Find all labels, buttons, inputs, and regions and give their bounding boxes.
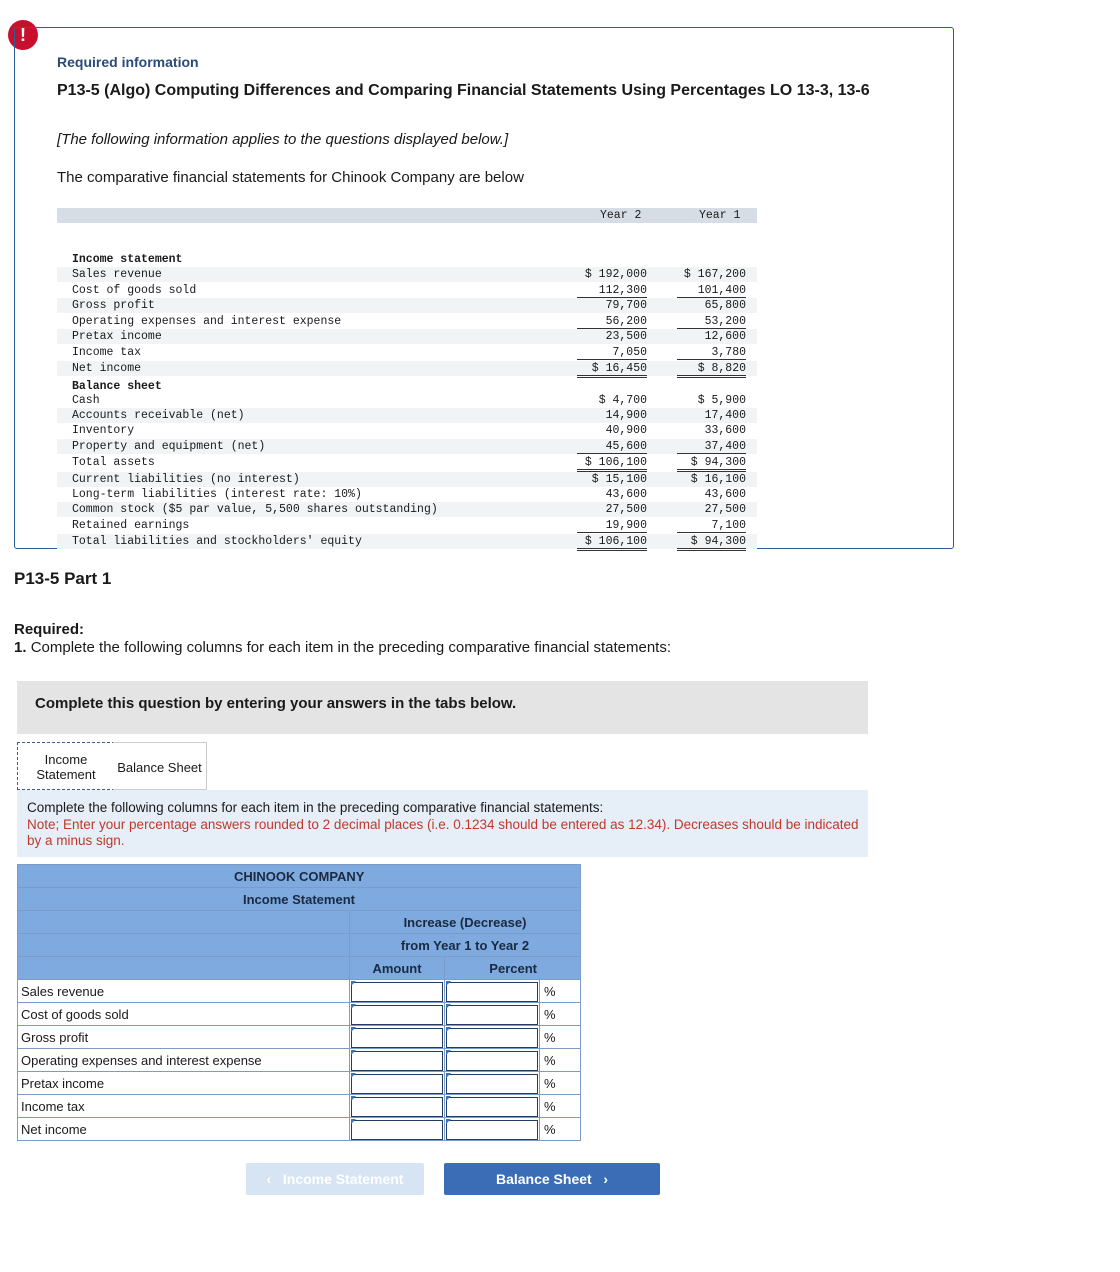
percent-input[interactable] — [446, 1074, 538, 1094]
percent-input[interactable] — [446, 1051, 538, 1071]
instructions-panel — [17, 790, 868, 857]
input-marker-icon — [351, 1050, 356, 1055]
percent-input[interactable] — [446, 982, 538, 1002]
statement-row-label: Long-term liabilities (interest rate: 10%) — [72, 488, 362, 501]
blank-header-cell — [18, 911, 350, 934]
next-tab-label: Balance Sheet — [495, 1171, 592, 1187]
percent-symbol: % — [540, 1118, 581, 1141]
percent-cell — [445, 980, 540, 1003]
year1-value: 33,600 — [704, 424, 746, 437]
statement-row — [57, 361, 757, 376]
chevron-left-icon: ‹ — [266, 1171, 272, 1187]
next-tab-button[interactable] — [444, 1163, 660, 1195]
input-marker-icon — [446, 1027, 451, 1032]
tab-balance-sheet-label: Balance Sheet — [117, 760, 202, 775]
company-name: CHINOOK COMPANY — [18, 865, 581, 888]
year1-value: 12,600 — [704, 330, 746, 343]
statement-row-label: Common stock ($5 par value, 5,500 shares outstanding) — [72, 503, 438, 516]
col-year1-header: Year 1 — [699, 209, 741, 222]
input-marker-icon — [446, 1073, 451, 1078]
percent-header: Percent — [445, 957, 581, 980]
statement-row — [57, 314, 757, 329]
year2-value: 7,050 — [577, 346, 647, 360]
answer-row — [18, 1003, 581, 1026]
amount-cell — [350, 1072, 445, 1095]
year2-value: $ 4,700 — [598, 394, 647, 407]
percent-symbol: % — [540, 1003, 581, 1026]
answer-row — [18, 980, 581, 1003]
input-marker-icon — [351, 981, 356, 986]
input-marker-icon — [446, 1119, 451, 1124]
answer-row — [18, 1049, 581, 1072]
answer-row-label: Operating expenses and interest expense — [18, 1049, 350, 1072]
percent-input[interactable] — [446, 1097, 538, 1117]
part-title: P13-5 Part 1 — [14, 569, 112, 588]
statement-row — [57, 252, 757, 267]
statement-row — [57, 423, 757, 438]
amount-input[interactable] — [351, 1028, 443, 1048]
year2-value: 27,500 — [605, 503, 647, 516]
year2-value: $ 106,100 — [577, 456, 647, 472]
input-marker-icon — [351, 1096, 356, 1101]
year1-value: 43,600 — [704, 488, 746, 501]
percent-symbol: % — [540, 1026, 581, 1049]
input-marker-icon — [446, 1050, 451, 1055]
year2-value: 45,600 — [577, 440, 647, 454]
year1-value: 65,800 — [704, 299, 746, 312]
percent-cell — [445, 1026, 540, 1049]
complete-question-text: Complete this question by entering your answers in the tabs below. — [35, 695, 517, 712]
input-marker-icon — [351, 1073, 356, 1078]
statement-row — [57, 518, 757, 533]
statement-name: Income Statement — [18, 888, 581, 911]
tab-income-statement-label: Income Statement — [36, 752, 96, 782]
complete-question-banner — [17, 681, 868, 734]
year2-value: 40,900 — [605, 424, 647, 437]
applies-note: [The following information applies to the questions displayed below.] — [57, 131, 509, 148]
input-marker-icon — [446, 981, 451, 986]
amount-input[interactable] — [351, 1051, 443, 1071]
answer-rows — [18, 980, 581, 1141]
required-number: 1. — [14, 639, 27, 656]
year2-value: 43,600 — [605, 488, 647, 501]
amount-cell — [350, 1003, 445, 1026]
percent-input[interactable] — [446, 1005, 538, 1025]
statement-row-label: Net income — [72, 362, 142, 375]
answer-row-label: Sales revenue — [18, 980, 350, 1003]
statement-row — [57, 267, 757, 282]
statement-row — [57, 298, 757, 313]
statement-row — [57, 439, 757, 454]
year2-value: $ 16,450 — [577, 362, 647, 378]
year2-value: 14,900 — [605, 409, 647, 422]
intro-text: The comparative financial statements for Chinook Company are below — [57, 169, 524, 186]
statement-row — [57, 487, 757, 502]
statement-row-label: Income tax — [72, 346, 142, 359]
statement-row-label: Balance sheet — [72, 380, 162, 393]
year1-value: $ 8,820 — [677, 362, 746, 378]
year1-value: $ 167,200 — [683, 268, 746, 281]
increase-decrease-header: Increase (Decrease) — [350, 911, 581, 934]
statement-row-label: Inventory — [72, 424, 135, 437]
col-year2-header: Year 2 — [600, 209, 642, 222]
answer-row — [18, 1095, 581, 1118]
amount-cell — [350, 980, 445, 1003]
percent-cell — [445, 1095, 540, 1118]
statement-row — [57, 472, 757, 487]
statement-row-label: Current liabilities (no interest) — [72, 473, 300, 486]
year1-value: $ 5,900 — [697, 394, 746, 407]
statement-row-label: Cash — [72, 394, 100, 407]
year2-value: $ 192,000 — [584, 268, 647, 281]
answer-row — [18, 1072, 581, 1095]
percent-symbol: % — [540, 1072, 581, 1095]
required-information-heading: Required information — [57, 54, 199, 70]
amount-input[interactable] — [351, 1097, 443, 1117]
answer-row — [18, 1026, 581, 1049]
required-information-panel — [14, 27, 954, 549]
input-marker-icon — [351, 1119, 356, 1124]
year2-value: 56,200 — [577, 315, 647, 329]
statement-row-label: Cost of goods sold — [72, 284, 197, 297]
statement-row — [57, 455, 757, 470]
amount-cell — [350, 1118, 445, 1141]
statement-header-row — [57, 208, 757, 223]
statement-row — [57, 502, 757, 517]
percent-symbol: % — [540, 1049, 581, 1072]
year1-value: 101,400 — [677, 284, 746, 298]
problem-title: P13-5 (Algo) Computing Differences and Comparing Financial Statements Using Percentages LO 13-3, 13-6 — [57, 82, 870, 99]
amount-cell — [350, 1049, 445, 1072]
statement-row-label: Retained earnings — [72, 519, 190, 532]
required-label: Required: — [14, 621, 85, 638]
statement-row — [57, 408, 757, 423]
amount-input[interactable] — [351, 1074, 443, 1094]
statement-row-label: Property and equipment (net) — [72, 440, 266, 453]
answer-table — [17, 864, 581, 1141]
answer-row-label: Gross profit — [18, 1026, 350, 1049]
tab-income-statement[interactable] — [17, 742, 115, 790]
year2-value: $ 106,100 — [577, 535, 647, 551]
percent-symbol: % — [540, 980, 581, 1003]
statement-row — [57, 534, 757, 549]
amount-input[interactable] — [351, 1120, 443, 1140]
statement-row — [57, 345, 757, 360]
year1-value: 3,780 — [677, 346, 746, 360]
period-header: from Year 1 to Year 2 — [350, 934, 581, 957]
statement-row — [57, 329, 757, 344]
amount-cell — [350, 1095, 445, 1118]
percent-input[interactable] — [446, 1028, 538, 1048]
blank-header-cell — [18, 934, 350, 957]
answer-row-label: Pretax income — [18, 1072, 350, 1095]
alert-icon: ! — [8, 20, 38, 50]
answer-row — [18, 1118, 581, 1141]
year1-value: 27,500 — [704, 503, 746, 516]
input-marker-icon — [351, 1004, 356, 1009]
statement-row-label: Accounts receivable (net) — [72, 409, 245, 422]
year2-value: 23,500 — [605, 330, 647, 343]
statement-row-label: Sales revenue — [72, 268, 162, 281]
statement-row-label: Operating expenses and interest expense — [72, 315, 342, 328]
statement-row-label: Income statement — [72, 253, 183, 266]
instructions-text: Complete the following columns for each item in the preceding comparative financial statements: — [27, 800, 604, 815]
amount-input[interactable] — [351, 1005, 443, 1025]
input-marker-icon — [446, 1096, 451, 1101]
answer-row-label: Income tax — [18, 1095, 350, 1118]
amount-input[interactable] — [351, 982, 443, 1002]
year1-value: 17,400 — [704, 409, 746, 422]
input-marker-icon — [446, 1004, 451, 1009]
statement-row — [57, 393, 757, 408]
year1-value: 53,200 — [677, 315, 746, 329]
year1-value: 37,400 — [677, 440, 746, 454]
year2-value: 112,300 — [577, 284, 647, 298]
percent-symbol: % — [540, 1095, 581, 1118]
amount-header: Amount — [350, 957, 445, 980]
prev-tab-label: Income Statement — [282, 1171, 404, 1187]
required-text: Complete the following columns for each item in the preceding comparative financial statements: — [30, 639, 672, 656]
year2-value: $ 15,100 — [591, 473, 647, 486]
chevron-right-icon: › — [603, 1171, 609, 1187]
year1-value: $ 94,300 — [677, 456, 746, 472]
prev-tab-button[interactable] — [246, 1163, 424, 1195]
statement-row-label: Total assets — [72, 456, 155, 469]
percent-cell — [445, 1003, 540, 1026]
answer-row-label: Net income — [18, 1118, 350, 1141]
answer-row-label: Cost of goods sold — [18, 1003, 350, 1026]
year1-value: 7,100 — [677, 519, 746, 533]
percent-input[interactable] — [446, 1120, 538, 1140]
statement-row — [57, 283, 757, 298]
statement-row-label: Total liabilities and stockholders' equity — [72, 535, 362, 548]
instructions-note: Note; Enter your percentage answers rounded to 2 decimal places (i.e. 0.1234 should be entered as 12.34). Decreases should be indicated by a minus sign. — [27, 817, 859, 848]
statement-row-label: Gross profit — [72, 299, 155, 312]
amount-cell — [350, 1026, 445, 1049]
percent-cell — [445, 1072, 540, 1095]
statement-row-label: Pretax income — [72, 330, 162, 343]
input-marker-icon — [351, 1027, 356, 1032]
year1-value: $ 94,300 — [677, 535, 746, 551]
year2-value: 19,900 — [577, 519, 647, 533]
percent-cell — [445, 1118, 540, 1141]
blank-header-cell — [18, 957, 350, 980]
required-section — [14, 621, 671, 657]
year1-value: $ 16,100 — [690, 473, 746, 486]
tab-balance-sheet[interactable] — [113, 742, 207, 790]
percent-cell — [445, 1049, 540, 1072]
year2-value: 79,700 — [605, 299, 647, 312]
